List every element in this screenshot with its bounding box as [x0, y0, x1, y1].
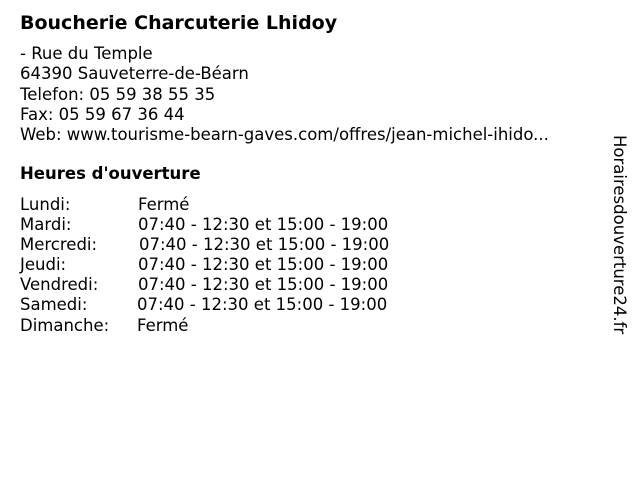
- website-link[interactable]: Web: www.tourisme-bearn-gaves.com/offres/jean-michel-ihido...: [20, 125, 549, 145]
- day-label: Mercredi:: [20, 235, 98, 255]
- city-address: 64390 Sauveterre-de-Béarn: [20, 64, 249, 84]
- hours-value: Fermé: [138, 195, 190, 214]
- day-label: Dimanche:: [20, 315, 110, 335]
- day-label: Jeudi:: [20, 255, 67, 275]
- phone-number: Telefon: 05 59 38 55 35: [20, 84, 216, 104]
- opening-hours-heading: Heures d'ouverture: [20, 164, 201, 183]
- contact-block: [20, 44, 549, 145]
- day-label: Samedi:: [20, 295, 88, 315]
- hours-value: Fermé: [137, 315, 189, 335]
- hours-value: 07:40 - 12:30 et 15:00 - 19:00: [137, 295, 388, 315]
- day-label: Lundi:: [20, 195, 71, 214]
- site-watermark: Horairesdouverture24.fr: [610, 135, 629, 335]
- hours-value: 07:40 - 12:30 et 15:00 - 19:00: [138, 255, 389, 275]
- day-label: Mardi:: [20, 215, 72, 235]
- hours-value: 07:40 - 12:30 et 15:00 - 19:00: [138, 275, 389, 295]
- fax-number: Fax: 05 59 67 36 44: [20, 104, 185, 124]
- hours-value: 07:40 - 12:30 et 15:00 - 19:00: [138, 215, 389, 235]
- hours-value: 07:40 - 12:30 et 15:00 - 19:00: [139, 235, 390, 255]
- day-label: Vendredi:: [20, 275, 99, 295]
- street-address: - Rue du Temple: [20, 44, 153, 63]
- business-name: Boucherie Charcuterie Lhidoy: [20, 12, 338, 34]
